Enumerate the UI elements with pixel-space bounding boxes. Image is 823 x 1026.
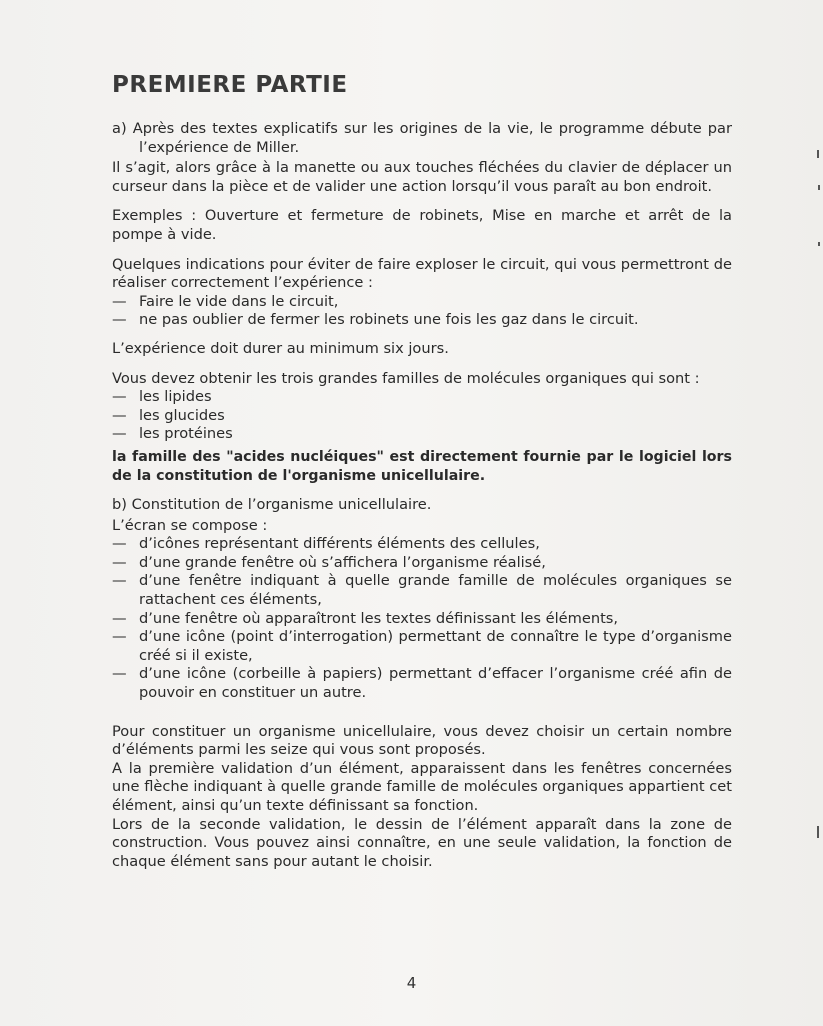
page-body	[112, 120, 732, 871]
paragraph-premiere-validation: A la première validation d’un élément, apparaissent dans les fenêtres concernées une flèche indiquant à quelle grande famille de molécules organiques appartient cet élément, ainsi qu’un texte définissant sa fonction.	[112, 759, 732, 814]
page-number: 4	[406, 974, 417, 992]
list-item: — d’une grande fenêtre où s’affichera l’organisme réalisé,	[112, 554, 732, 573]
list-item: — d’une icône (corbeille à papiers) permettant d’effacer l’organisme créé afin de pouvoir en constituer un autre.	[112, 665, 732, 702]
paragraph-duree: L’expérience doit durer au minimum six jours.	[112, 339, 449, 357]
scan-mark	[818, 185, 820, 190]
scan-mark	[817, 826, 819, 838]
paragraph-familles: Vous devez obtenir les trois grandes familles de molécules organiques qui sont :	[112, 369, 700, 387]
ecran-list	[112, 535, 732, 702]
paragraph-constituer: Pour constituer un organisme unicellulaire, vous devez choisir un certain nombre d’éléments parmi les seize qui vous sont proposés.	[112, 722, 732, 759]
familles-list	[112, 388, 732, 444]
paragraph-ecran: L’écran se compose :	[112, 516, 268, 534]
scan-mark	[817, 150, 819, 158]
scan-mark	[818, 242, 820, 246]
list-item: — les lipides	[112, 388, 732, 407]
list-item: — les protéines	[112, 425, 732, 444]
paragraph-exemples: Exemples : Ouverture et fermeture de robinets, Mise en marche et arrêt de la pompe à vide.	[112, 207, 732, 243]
paragraph-seconde-validation: Lors de la seconde validation, le dessin de l’élément apparaît dans la zone de construction. Vous pouvez ainsi connaître, en une seule validation, la fonction de chaque élément sans pour autant le choisir.	[112, 815, 732, 870]
section-a-intro: a) Après des textes explicatifs sur les origines de la vie, le programme débute par l’expérience de Miller.	[112, 120, 732, 156]
list-item: — Faire le vide dans le circuit,	[112, 293, 732, 312]
paragraph-indications: Quelques indications pour éviter de faire exploser le circuit, qui vous permettront de réaliser correctement l’expérience :	[112, 255, 732, 292]
section-title: PREMIERE PARTIE	[112, 72, 348, 98]
list-item: — d’une fenêtre où apparaîtront les textes définissant les éléments,	[112, 610, 732, 629]
list-item: — d’une icône (point d’interrogation) permettant de connaître le type d’organisme créé si il existe,	[112, 628, 732, 665]
list-item: — ne pas oublier de fermer les robinets une fois les gaz dans le circuit.	[112, 311, 732, 330]
indications-list	[112, 293, 732, 330]
paragraph-manette: Il s’agit, alors grâce à la manette ou aux touches fléchées du clavier de déplacer un curseur dans la pièce et de valider une action lorsqu’il vous paraît au bon endroit.	[112, 159, 732, 195]
list-item: — les glucides	[112, 407, 732, 426]
section-b-heading: b) Constitution de l’organisme unicellulaire.	[112, 496, 432, 514]
paragraph-acides-nucleiques: la famille des "acides nucléiques" est directement fournie par le logiciel lors de la constitution de l'organisme unicellulaire.	[112, 448, 732, 484]
list-item: — d’une fenêtre indiquant à quelle grande famille de molécules organiques se rattachent ces éléments,	[112, 572, 732, 609]
list-item: — d’icônes représentant différents éléments des cellules,	[112, 535, 732, 554]
